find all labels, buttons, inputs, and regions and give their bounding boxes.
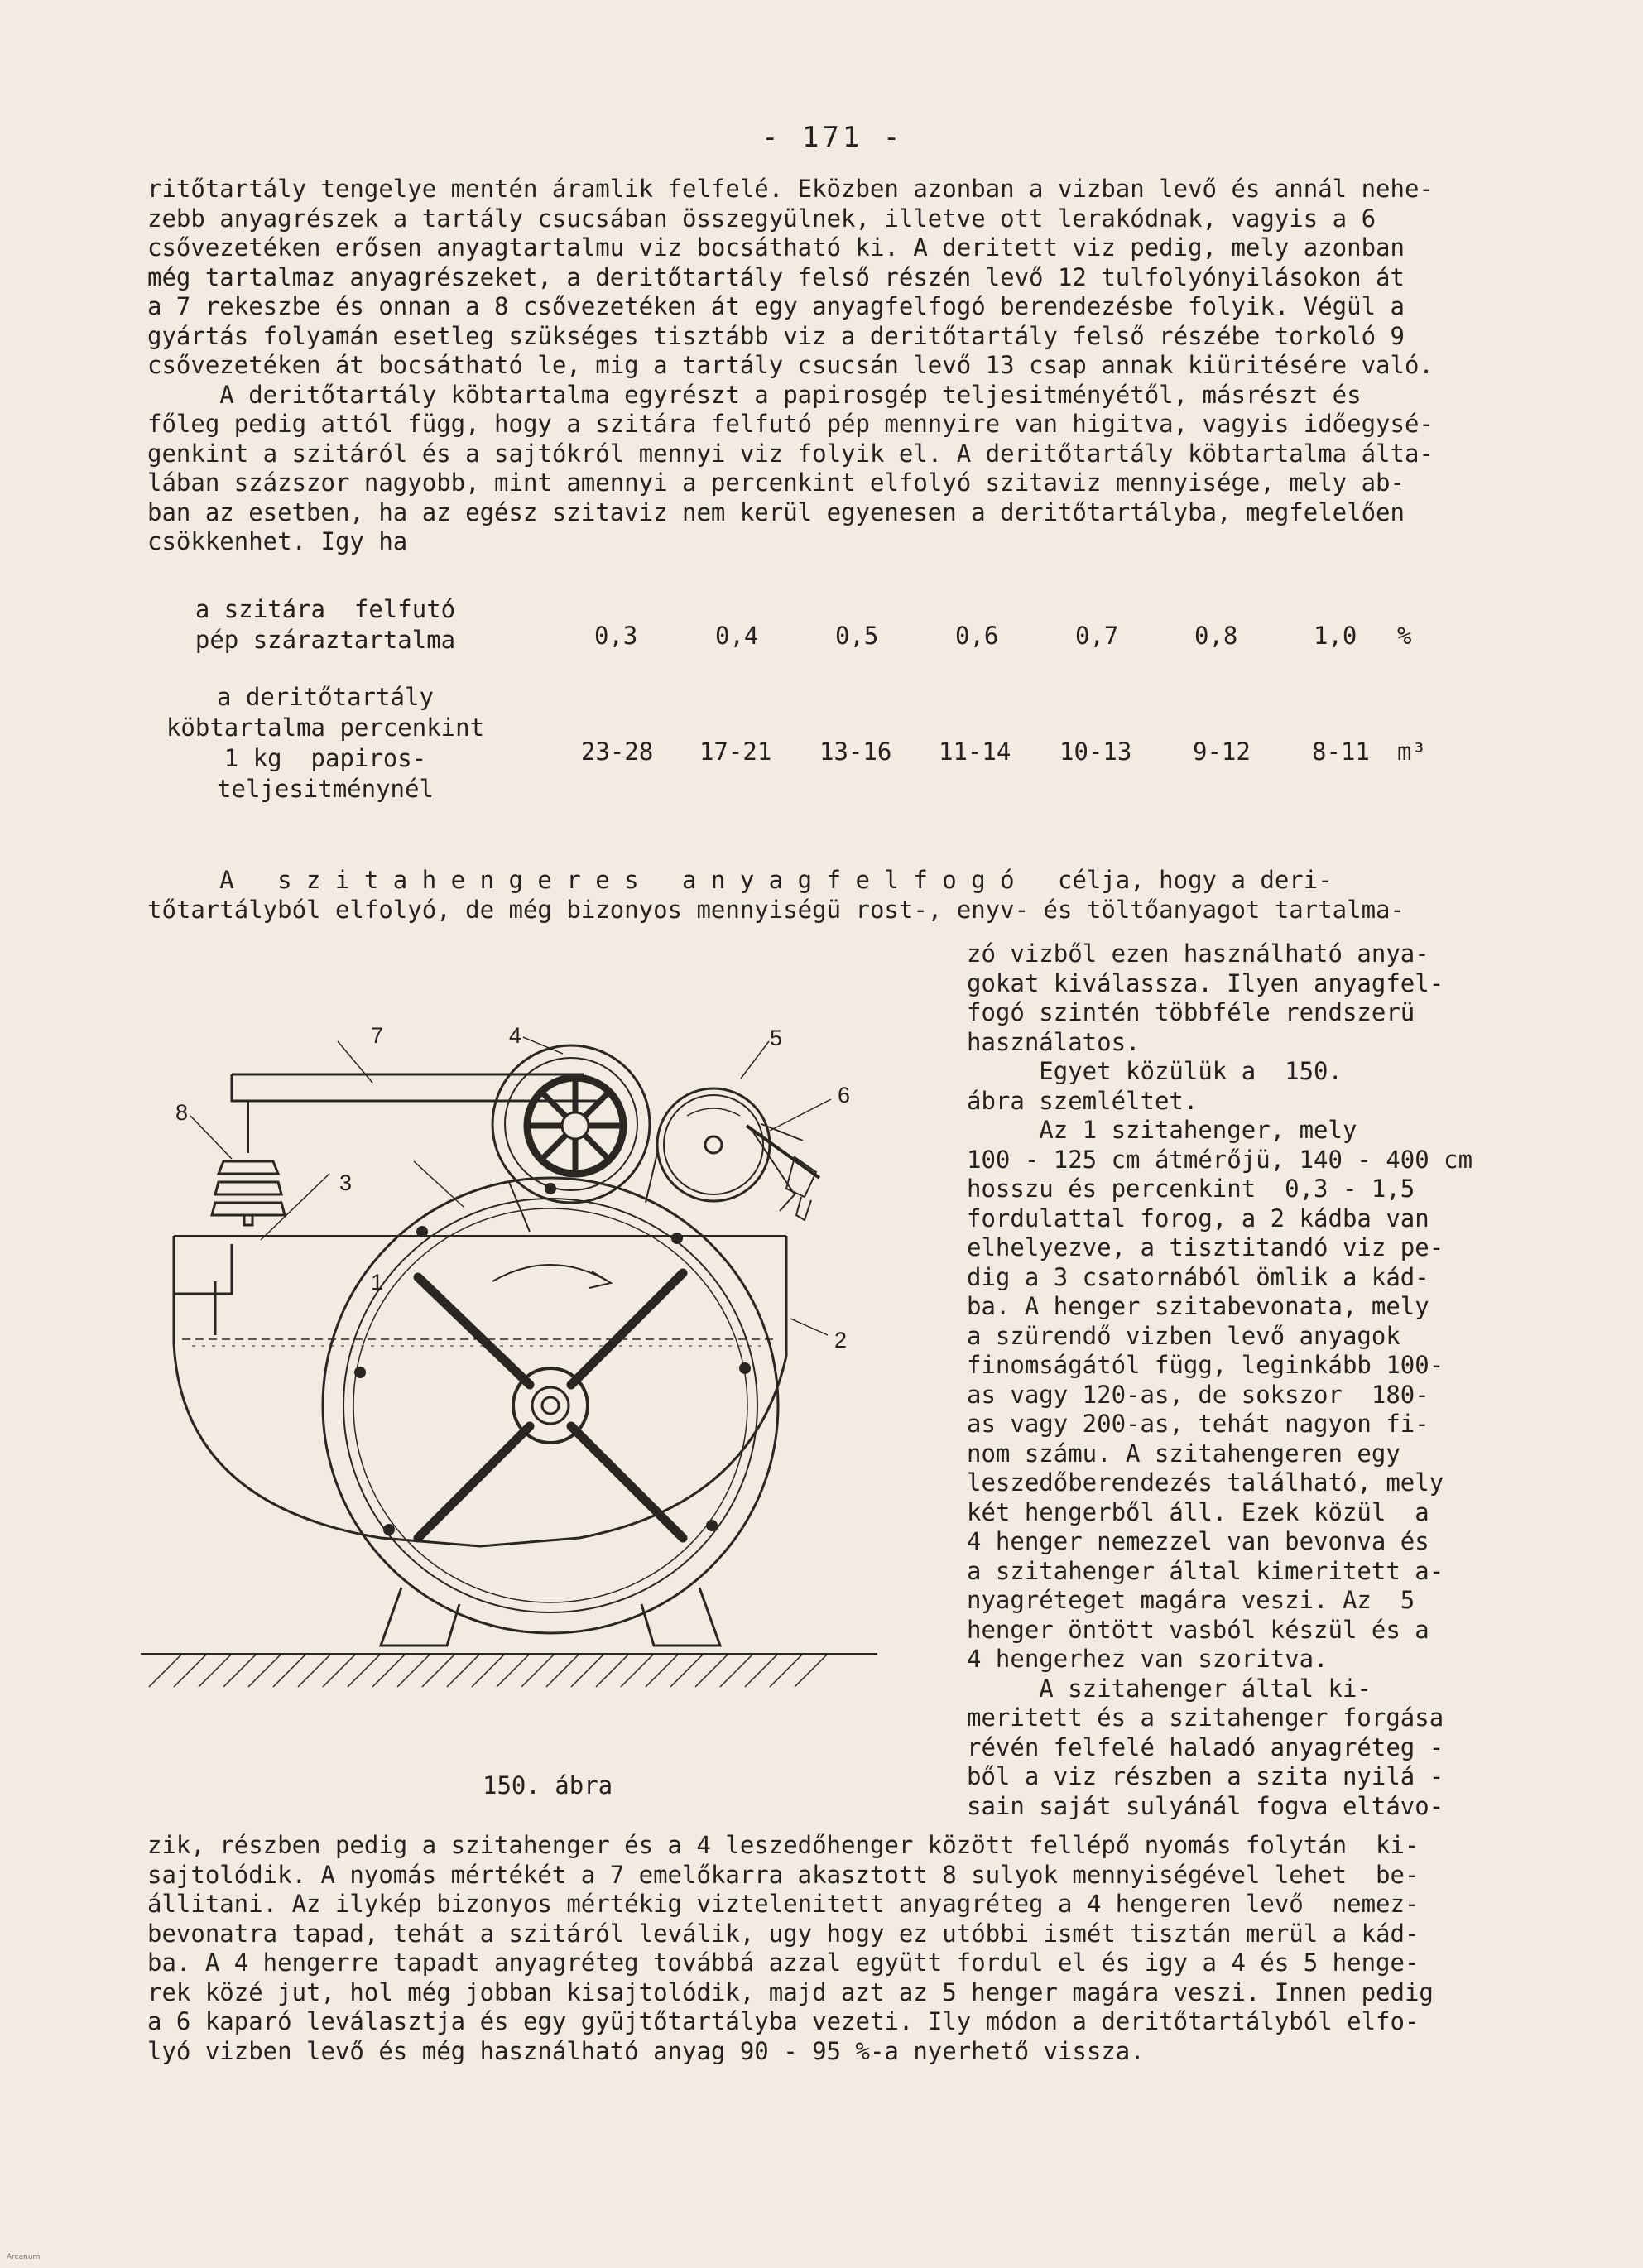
figure-label-5: 5 bbox=[770, 1026, 783, 1050]
paragraph-2-bottom: zik, részben pedig a szitahenger és a 4 leszedőhenger között fellépő nyomás folytán ki- sajtolódik. A nyomás mértékét a 7 emelőkarra akasztott 8 sulyok mennyiségével lehet be- állitani. Az ilykép bizonyos mértékig viztelenitett anyagréteg a 4 hengeren levő nemez- bevonatra tapad, tehát a szitáról leválik, ugy hogy ez utóbbi ismét tisztán merül a kád- ba. A 4 hengerre tapadt anyagréteg továbbá azzal együtt fordul el és igy a 4 és 5 henge- rek közé jut, hol még jobban kisajtolódik, majd azt az 5 henger magára veszi. Innen pedig a 6 kaparó leválasztja és egy gyüjtőtartályba vezeti. Ily módon a deritőtartályból elfo- lyó vizben levő és még használható anyag 90 - 95 %-a nyerhető vissza. bbox=[147, 1831, 1434, 2065]
figure-150-drawing bbox=[132, 1008, 877, 1737]
figure-label-8: 8 bbox=[175, 1100, 189, 1125]
paragraph-1: ritőtartály tengelye mentén áramlik felfelé. Eközben azonban a vizban levő és annál nehe- zebb anyagrészek a tartály csucsában összegyülnek, illetve ott lerakódnak, vagyis a 6 csővezetéken erősen anyagtartalmu viz bocsátható ki. A deritett viz pedig, mely azonban még tartalmaz anyagrészeket, a deritőtartály felső részén levő 12 tulfolyónyilásokon át a 7 rekeszbe és onnan a 8 csővezetéken át egy anyagfelfogó berendezésbe folyik. Végül a gyártás folyamán esetleg szükséges tisztább viz a deritőtartály felső részébe torkoló 9 csővezetéken át bocsátható le, mig a tartály csucsán levő 13 csap annak kiüritésére való. A deritőtartály köbtartalma egyrészt a papirosgép teljesitményétől, másrészt és főleg pedig attól függ, hogy a szitára felfutó pép mennyire van higitva, vagyis időegysé- genkint a szitáról és a sajtókról mennyi viz folyik el. A deritőtartály köbtartalma álta- lában százszor nagyobb, mint amennyi a percenkint elfolyó szitaviz mennyisége, mely ab- ban az esetben, ha az egész szitaviz nem kerül egyenesen a deritőtartályba, megfelelően csökkenhet. Igy ha bbox=[147, 175, 1434, 555]
page-number: - 171 - bbox=[761, 121, 904, 154]
figure-label-7: 7 bbox=[371, 1023, 384, 1048]
paragraph-2-top: A s z i t a h e n g e r e s a n y a g f e l f o g ó célja, hogy a deri- tőtartályból elfolyó, de még bizonyos mennyiségü rost-, enyv- és töltőanyagot tartalma- bbox=[147, 866, 1405, 924]
corner-watermark: Arcanum bbox=[7, 2253, 41, 2261]
table-cell: 23-28 bbox=[581, 738, 654, 766]
figure-label-4: 4 bbox=[509, 1023, 522, 1048]
table-cell: 8-11 bbox=[1312, 738, 1370, 766]
figure-label-2: 2 bbox=[834, 1328, 848, 1353]
table-row1-label: a szitára felfutó pép száraztartalma bbox=[195, 595, 456, 654]
table-cell: 0,7 bbox=[1075, 622, 1119, 650]
table-cell: 0,6 bbox=[955, 622, 999, 650]
table-cell: 0,4 bbox=[715, 622, 759, 650]
figure-label-1: 1 bbox=[371, 1270, 384, 1295]
paragraph-2-side: zó vizből ezen használható anya- gokat kiválassza. Ilyen anyagfel- fogó szintén többféle rendszerü használatos. Egyet közülük a 150. ábra szemléltet. Az 1 szitahenger, mely 100 - 125 cm átmérőjü, 140 - 400 cm hosszu és percenkint 0,3 - 1,5 fordulattal forog, a 2 kádba van elhelyezve, a tisztitandó viz pe- dig a 3 csatornából ömlik a kád- ba. A henger szitabevonata, mely a szürendő vizben levő anyagok finomságától függ, leginkább 100- as vagy 120-as, de sokszor 180- as vagy 200-as, tehát nagyon fi- nom számu. A szitahengeren egy leszedőberendezés található, mely két hengerből áll. Ezek közül a 4 henger nemezzel van bevonva és a szitahenger által kimeritett a- nyagréteget magára veszi. Az 5 henger öntött vasból készül és a 4 hengerhez van szoritva. A szitahenger által ki- meritett és a szitahenger forgása révén felfelé haladó anyagréteg - ből a viz részben a szita nyilá - sain saját sulyánál fogva eltávo- bbox=[967, 939, 1473, 1820]
table-cell: 0,8 bbox=[1194, 622, 1238, 650]
table-cell: 11-14 bbox=[939, 738, 1011, 766]
table-unit: m³ bbox=[1397, 738, 1426, 766]
table-cell: 0,5 bbox=[835, 622, 879, 650]
table-cell: 1,0 bbox=[1314, 622, 1357, 650]
table-cell: 10-13 bbox=[1059, 738, 1132, 766]
table-cell: 0,3 bbox=[594, 622, 638, 650]
figure-caption: 150. ábra bbox=[483, 1771, 613, 1800]
table-row2-label: a deritőtartály köbtartalma percenkint 1 kg papiros- teljesitménynél bbox=[166, 683, 485, 803]
figure-label-6: 6 bbox=[838, 1083, 851, 1108]
figure-label-3: 3 bbox=[339, 1170, 353, 1195]
table-cell: 17-21 bbox=[699, 738, 772, 766]
table-cell: 13-16 bbox=[819, 738, 892, 766]
table-cell: 9-12 bbox=[1193, 738, 1251, 766]
table-unit: % bbox=[1397, 622, 1412, 650]
